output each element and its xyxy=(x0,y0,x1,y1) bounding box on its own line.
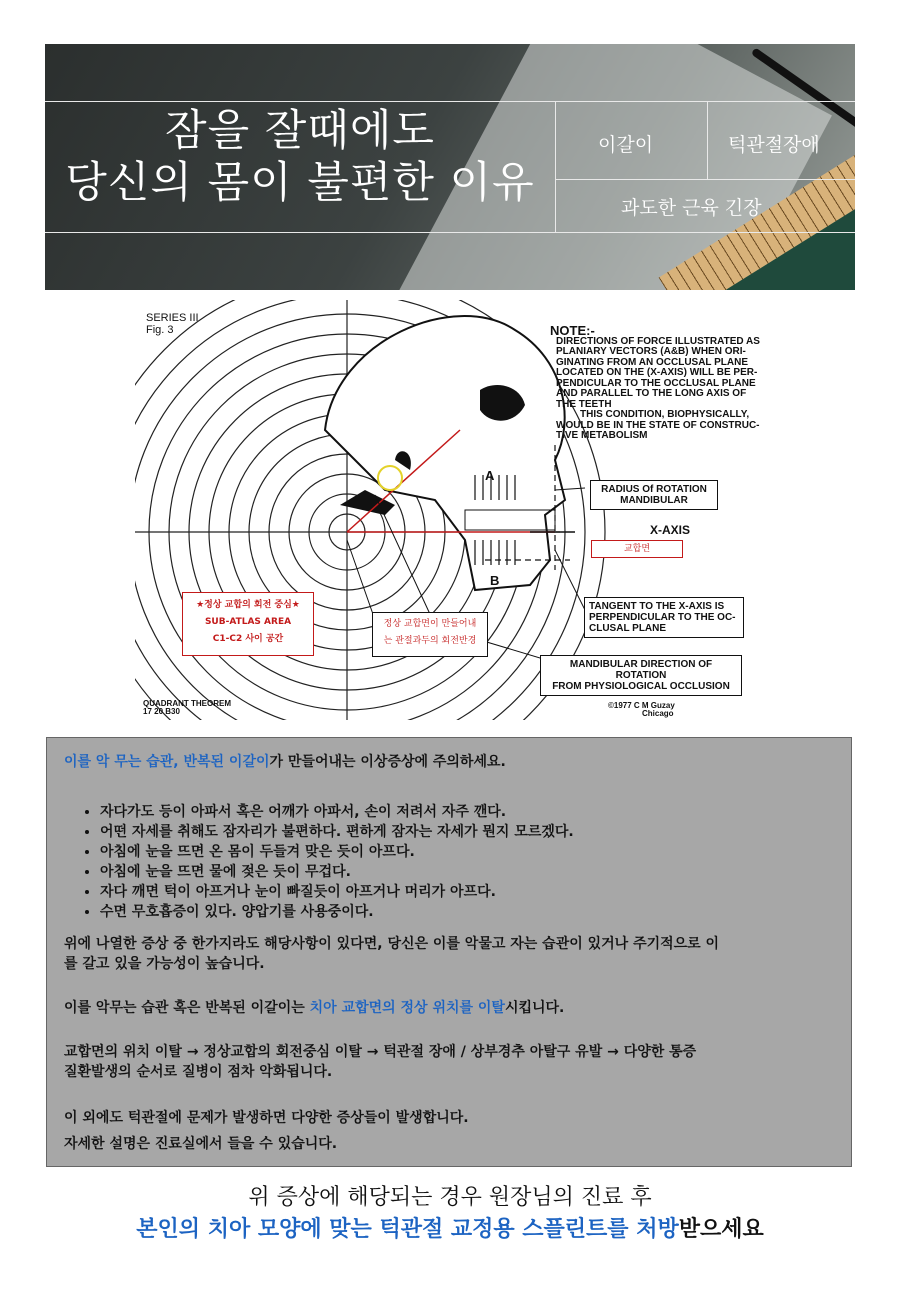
note-line: TIVE METABOLISM xyxy=(556,430,648,441)
paragraph-4: 이 외에도 턱관절에 문제가 발생하면 다양한 증상들이 발생합니다. xyxy=(64,1110,469,1126)
paragraph-5: 자세한 설명은 진료실에서 들을 수 있습니다. xyxy=(64,1136,338,1152)
note-heading: NOTE:- xyxy=(550,323,595,338)
note-line: PLANIARY VECTORS (A&B) WHEN ORI- xyxy=(556,346,746,357)
list-item: • 아침에 눈을 뜨면 물에 젖은 듯이 무겁다. xyxy=(100,862,574,882)
tag-bruxism: 이갈이 xyxy=(598,134,654,156)
quadrant-line-2: 17 20 B30 xyxy=(143,707,180,716)
divider-line xyxy=(555,101,556,232)
title-line-1: 잠을 잘때에도 xyxy=(165,106,435,156)
list-item: • 어떤 자세를 취해도 잠자리가 불편하다. 편하게 잠자는 자세가 뭔지 모르겠다. xyxy=(100,822,574,842)
label-a: A xyxy=(485,468,495,483)
para1-line-2: 를 갈고 있을 가능성이 높습니다. xyxy=(64,956,265,972)
divider-line xyxy=(707,101,708,179)
note-line: THIS CONDITION, BIOPHYSICALLY, xyxy=(580,409,750,420)
divider-line xyxy=(45,101,855,102)
radius-line-2: MANDIBULAR xyxy=(620,495,688,506)
paragraph-2 xyxy=(64,998,564,1018)
mandibular-line-1: MANDIBULAR DIRECTION OF ROTATION xyxy=(569,659,713,681)
divider-line xyxy=(555,179,855,180)
rotation-center-area: SUB-ATLAS AREA xyxy=(204,617,292,627)
note-line: DIRECTIONS OF FORCE ILLUSTRATED AS xyxy=(556,335,760,347)
quadrant-theorem-label xyxy=(143,700,231,716)
copyright-label xyxy=(608,702,675,718)
para2-start: 이를 악무는 습관 혹은 반복된 이갈이는 xyxy=(64,1000,310,1016)
para2-highlight: 치아 교합면의 정상 위치를 이탈 xyxy=(309,1000,505,1016)
note-line: AND PARALLEL TO THE LONG AXIS OF xyxy=(556,388,747,399)
tag-tmj: 턱관절장애 xyxy=(728,134,820,156)
list-item: • 수면 무호흡증이 있다. 양압기를 사용중이다. xyxy=(100,902,574,922)
note-line: PENDICULAR TO THE OCCLUSAL PLANE xyxy=(556,377,756,389)
list-item: • 자다 깨면 턱이 아프거나 눈이 빠질듯이 아프거나 머리가 아프다. xyxy=(100,882,574,902)
tangent-line-2: PERPENDICULAR TO THE OC- xyxy=(589,612,736,623)
copyright-line-1: ©1977 C M Guzay xyxy=(608,701,675,710)
note-line: THE TEETH xyxy=(556,398,612,410)
condyle-radius-box xyxy=(372,612,488,657)
rotation-center-title: ★정상 교합의 회전 중심★ xyxy=(196,600,300,610)
footer-line-1: 위 증상에 해당되는 경우 원장님의 진료 후 xyxy=(248,1185,652,1210)
radius-of-rotation-box xyxy=(590,480,718,510)
symptoms-info-box xyxy=(46,737,852,1167)
note-line: GINATING FROM AN OCCLUSAL PLANE xyxy=(556,356,749,368)
para1-line-1: 위에 나열한 증상 중 한가지라도 해당사항이 있다면, 당신은 이를 악물고 자는 습관이 있거나 주기적으로 이 xyxy=(64,936,720,952)
tag-muscle-tension: 과도한 근육 긴장 xyxy=(621,197,762,219)
label-b: B xyxy=(490,573,500,588)
intro-line xyxy=(64,752,506,772)
footer-line-2 xyxy=(0,1212,900,1243)
condyle-radius-line-2: 는 관절과두의 회전반경 xyxy=(383,636,477,646)
title-line-2: 당신의 몸이 불편한 이유 xyxy=(65,158,535,208)
rotation-center-space: C1-C2 사이 공간 xyxy=(212,634,284,644)
mandibular-line-2: FROM PHYSIOLOGICAL OCCLUSION xyxy=(552,681,730,692)
paragraph-1 xyxy=(64,934,719,974)
series-text: SERIES III xyxy=(146,312,199,324)
rotation-center-box xyxy=(182,592,314,656)
paragraph-3 xyxy=(64,1042,696,1082)
list-item: • 자다가도 등이 아파서 혹은 어깨가 아파서, 손이 저려서 자주 깬다. xyxy=(100,802,574,822)
divider-line xyxy=(45,232,855,233)
footer-rest: 받으세요 xyxy=(678,1217,764,1242)
footer-highlight: 본인의 치아 모양에 맞는 턱관절 교정용 스플린트를 처방 xyxy=(136,1217,679,1242)
list-item: • 아침에 눈을 뜨면 온 몸이 두들겨 맞은 듯이 아프다. xyxy=(100,842,574,862)
fig-text: Fig. 3 xyxy=(146,324,174,336)
intro-highlight: 이를 악 무는 습관, 반복된 이갈이 xyxy=(64,754,270,770)
series-label xyxy=(146,312,199,336)
condyle-radius-line-1: 정상 교합면이 만들어내 xyxy=(383,619,477,629)
radius-line-1: RADIUS Of ROTATION xyxy=(601,484,707,495)
x-axis-label: X-AXIS xyxy=(650,523,691,537)
note-line: LOCATED ON THE (X-AXIS) WILL BE PER- xyxy=(556,367,758,378)
tangent-line-1: TANGENT TO THE X-AXIS IS xyxy=(589,601,725,612)
note-line: WOULD BE IN THE STATE OF CONSTRUC- xyxy=(556,419,760,431)
para2-end: 시킵니다. xyxy=(504,1000,565,1016)
occlusal-plane-label: 교합면 xyxy=(591,540,683,558)
figure-note xyxy=(550,323,760,442)
tangent-box xyxy=(584,597,744,638)
page-title xyxy=(45,105,555,209)
tangent-line-3: CLUSAL PLANE xyxy=(589,623,667,634)
mandibular-direction-box xyxy=(540,655,742,696)
intro-rest: 가 만들어내는 이상증상에 주의하세요. xyxy=(269,754,506,770)
symptom-list xyxy=(80,802,574,922)
para3-line-1: 교합면의 위치 이탈 → 정상교합의 회전중심 이탈 → 턱관절 장애 / 상부경추 아탈구 유발 → 다양한 통증 xyxy=(64,1044,697,1060)
copyright-line-2: Chicago xyxy=(642,709,674,718)
para3-line-2: 질환발생의 순서로 질병이 점차 악화됩니다. xyxy=(64,1064,333,1080)
quadrant-line-1: QUADRANT THEOREM xyxy=(143,699,231,708)
